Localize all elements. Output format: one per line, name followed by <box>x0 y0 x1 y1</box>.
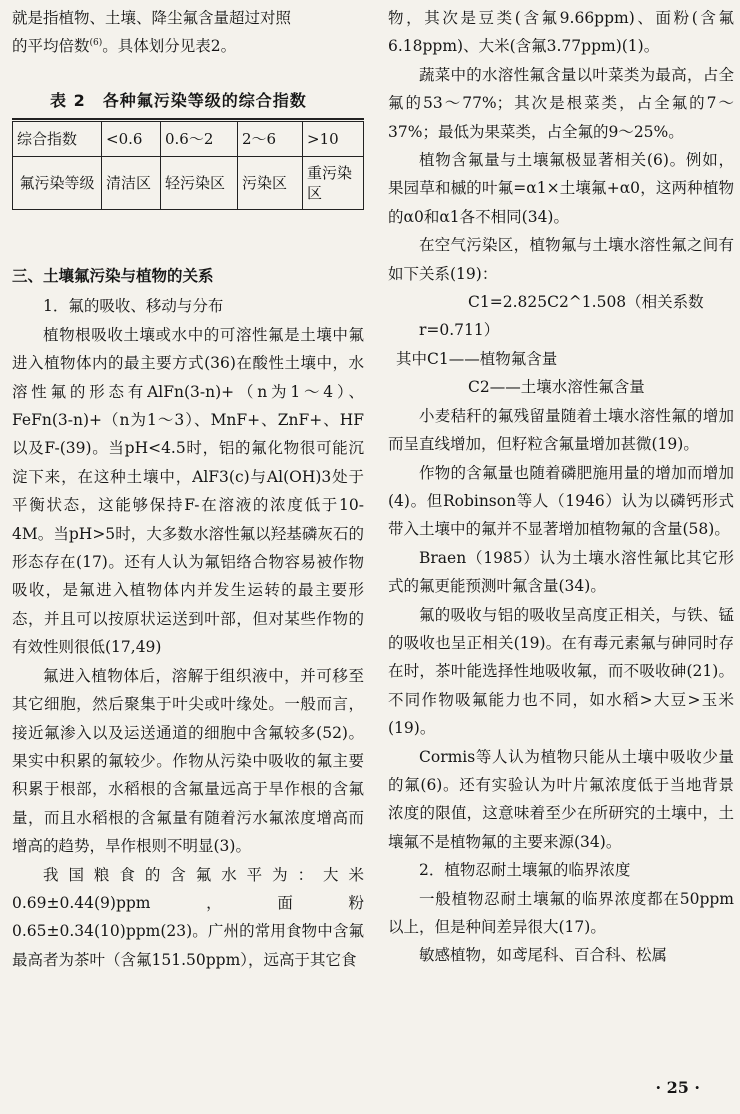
table-cell: >10 <box>303 122 364 157</box>
table-row <box>13 122 364 157</box>
left-body <box>12 262 364 974</box>
table-cell: 综合指数 <box>13 122 102 157</box>
right-column <box>388 4 734 970</box>
table-cell: 污染区 <box>238 157 303 210</box>
left-top-line2: 的平均倍数$^{(6)}$。具体划分见表2。 <box>12 37 237 56</box>
paragraph: 我国粮食的含氟水平为：大米0.69±0.44(9)ppm，面粉0.65±0.34(10)ppm(23)。广州的常用食物中含氟最高者为茶叶（含氟151.50ppm），远高于其它食 <box>12 865 364 969</box>
paragraph: 小麦秸秆的氟残留量随着土壤水溶性氟的增加而呈直线增加，但籽粒含氟量增加甚微(19)。 <box>388 406 734 454</box>
pollution-index-table <box>12 121 364 210</box>
paragraph: 蔬菜中的水溶性氟含量以叶菜类为最高，占全氟的53～77%；其次是根菜类，占全氟的7～37%；最低为果菜类，占全氟的9～25%。 <box>388 65 734 141</box>
equation-line: C1=2.825C2^1.508（相关系数 <box>468 293 704 312</box>
subsection-heading-2: 2．植物忍耐土壤氟的临界浓度 <box>419 861 631 880</box>
table-caption: 表 2 各种氟污染等级的综合指数 <box>50 91 307 110</box>
subsection-heading-1: 1．氟的吸收、移动与分布 <box>43 297 224 316</box>
section-heading: 三、土壤氟污染与植物的关系 <box>12 267 214 285</box>
table-cell: 2～6 <box>238 122 303 157</box>
equation-r: r=0.711） <box>419 321 500 340</box>
table-row <box>13 157 364 210</box>
equation-where-2: C2——土壤水溶性氟含量 <box>468 378 645 397</box>
paragraph: 敏感植物，如鸢尾科、百合科、松属 <box>419 946 668 965</box>
left-column <box>12 4 364 61</box>
table-cell: <0.6 <box>102 122 161 157</box>
paragraph: Braen（1985）认为土壤水溶性氟比其它形式的氟更能预测叶氟含量(34)。 <box>388 548 734 596</box>
table-cell: 氟污染等级 <box>13 157 102 210</box>
table-cell: 轻污染区 <box>161 157 238 210</box>
table-top-rule <box>12 118 364 120</box>
paragraph: 氟进入植物体后，溶解于组织液中，并可移至其它细胞，然后聚集于叶尖或叶缘处。一般而言，接近氟渗入以及运送通道的细胞中含氟较多(52)。果实中积累的氟较少。作物从污染中吸收的氟主要积累于根部，水稻根的含氟量远高于旱作根的含氟量，而且水稻根的含氟量有随着污水氟浓度增高而增高的趋势，旱作根则不明显(3)。 <box>12 666 364 856</box>
equation-where-1: 其中C1——植物氟含量 <box>396 349 558 368</box>
paragraph: 一般植物忍耐土壤氟的临界浓度都在50ppm以上，但是种间差异很大(17)。 <box>388 889 734 936</box>
paragraph: 物，其次是豆类(含氟9.66ppm)、面粉(含氟6.18ppm)、大米(含氟3.77ppm)(1)。 <box>388 9 734 56</box>
page-number: · 25 · <box>655 1078 700 1097</box>
paragraph: 在空气污染区，植物氟与土壤水溶性氟之间有如下关系(19)： <box>388 236 734 283</box>
table-cell: 重污染区 <box>303 157 364 210</box>
paragraph: 植物根吸收土壤或水中的可溶性氟是土壤中氟进入植物体内的最主要方式(36)在酸性土壤中，水溶性氟的形态有AlFn(3-n)+（n为1～4）、FeFn(3-n)+（n为1～3）、MnF+、ZnF+、HF以及F-(39)。当pH<4.5时，铝的氟化物很可能沉淀下来，在这种土壤中，AlF3(c)与Al(OH)3处于平衡状态，这能够保持F-在溶液的浓度低于10-4M。当pH>5时，大多数水溶性氟以羟基磷灰石的形态存在(17)。还有人认为氟铝络合物容易被作物吸收，是氟进入植物体内并发生运转的最主要形态，并且可以按原状运送到叶部，但对某些作物的有效性则很低(17,49) <box>12 325 364 657</box>
table-cell: 清洁区 <box>102 157 161 210</box>
paragraph: 植物含氟量与土壤氟极显著相关(6)。例如，果园草和槭的叶氟=α1×土壤氟+α0，这两种植物的α0和α1各不相同(34)。 <box>388 151 734 226</box>
table-cell: 0.6～2 <box>161 122 238 157</box>
paragraph: Cormis等人认为植物只能从土壤中吸收少量的氟(6)。还有实验认为叶片氟浓度低于当地背景浓度的限值，这意味着至少在所研究的土壤中，土壤氟不是植物氟的主要来源(34)。 <box>388 747 734 851</box>
left-top-line1: 就是指植物、土壤、降尘氟含量超过对照 <box>12 9 292 27</box>
paragraph: 作物的含氟量也随着磷肥施用量的增加而增加(4)。但Robinson等人（1946）认为以磷钙形式带入土壤中的氟并不显著增加植物氟的含量(58)。 <box>388 463 734 539</box>
paragraph: 氟的吸收与铝的吸收呈高度正相关，与铁、锰的吸收也呈正相关(19)。在有毒元素氟与砷同时存在时，茶叶能选择性地吸收氟，而不吸收砷(21)。不同作物吸氟能力也不同，如水稻>大豆>玉米(19)。 <box>388 605 734 738</box>
